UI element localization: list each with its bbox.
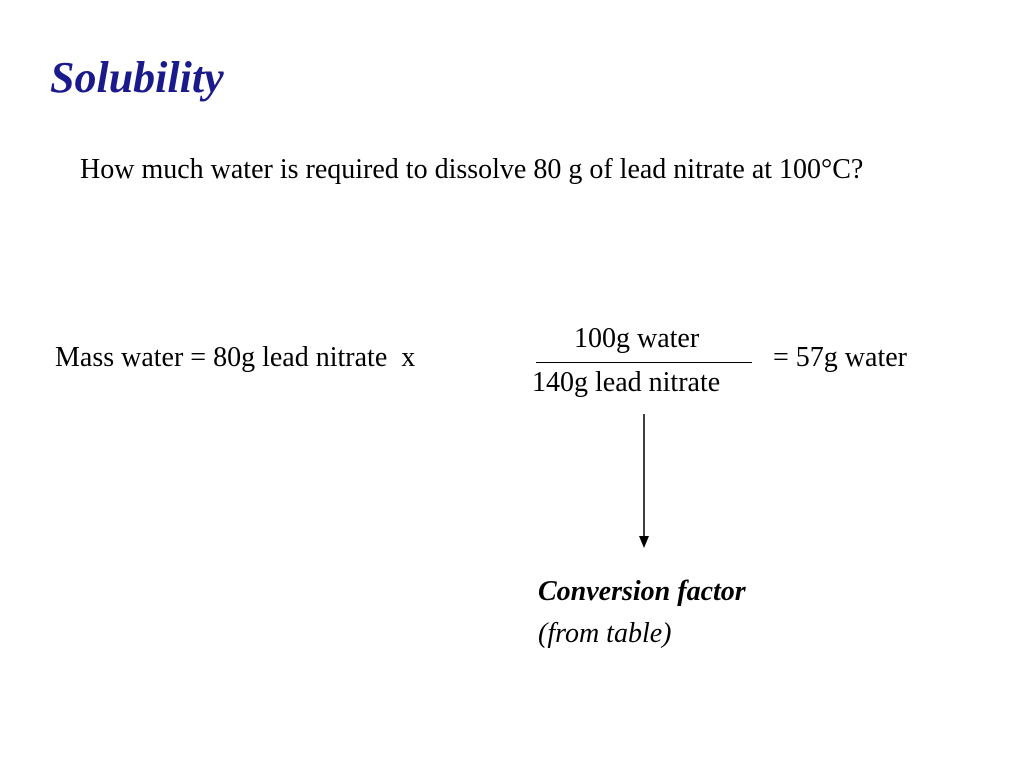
question-text: How much water is required to dissolve 80 g of lead nitrate at 100°C? — [80, 154, 864, 185]
fraction-numerator: 100g water — [574, 323, 700, 354]
arrow-down-icon — [634, 414, 654, 550]
fraction-denominator: 140g lead nitrate — [532, 367, 721, 398]
equation-result: = 57g water — [773, 342, 907, 373]
conversion-factor-source: (from table) — [538, 618, 672, 649]
fraction-bar — [536, 362, 752, 363]
equation-left: Mass water = 80g lead nitrate x — [55, 342, 416, 373]
conversion-factor-label: Conversion factor — [538, 576, 746, 607]
slide-title: Solubility — [50, 53, 224, 102]
